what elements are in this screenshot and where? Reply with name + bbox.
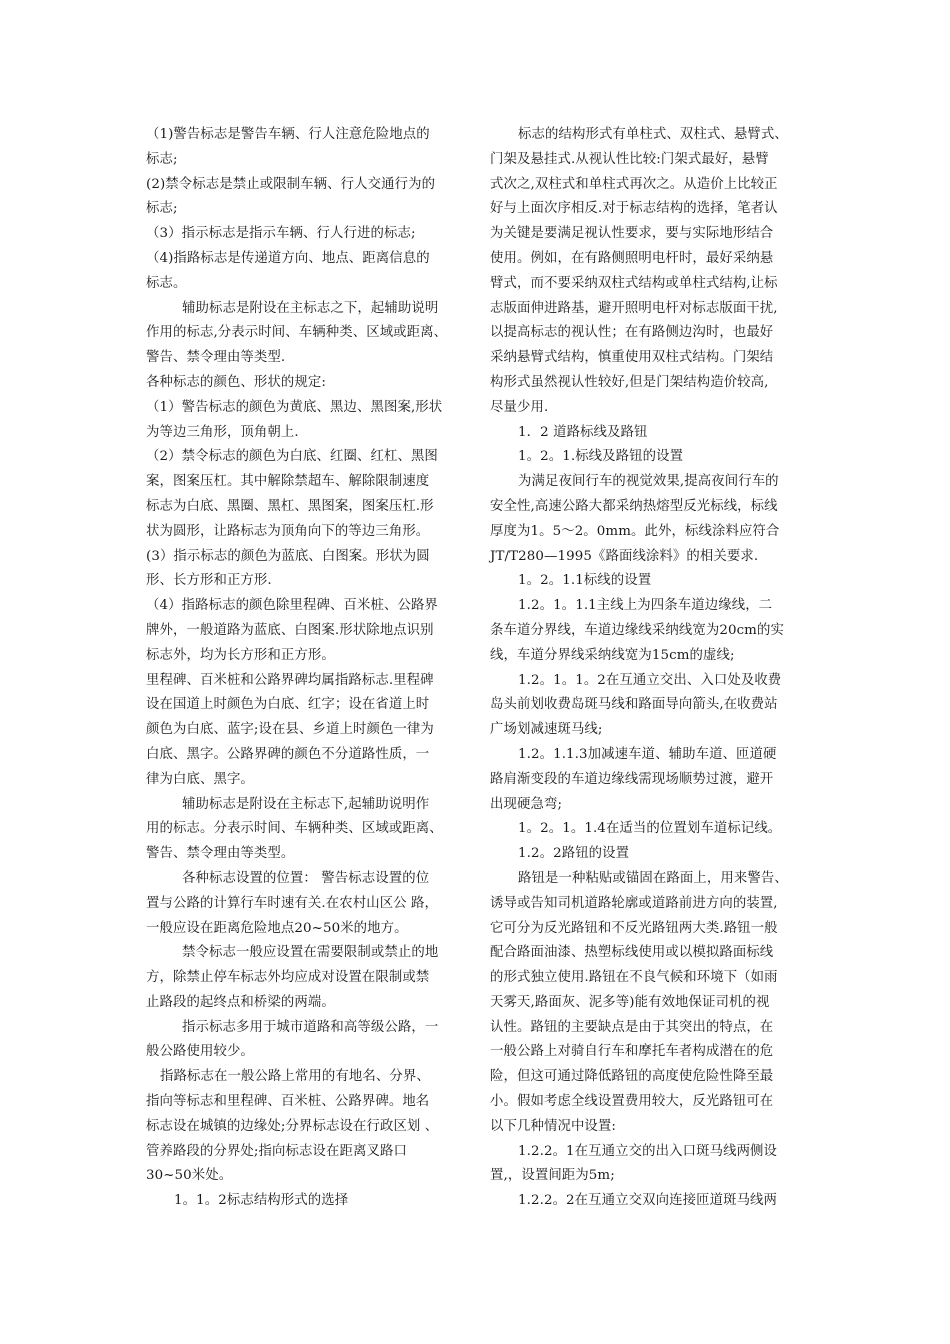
text-line: 律为白底、黑字。 (146, 771, 254, 787)
text-line: 1。2。1.标线及路钮的设置 (518, 449, 684, 465)
text-line: 1.2。1.1.3加减速车道、辅助车道、匝道硬 (518, 746, 777, 762)
text-line: 采纳悬臂式结构，慎重使用双柱式结构。门架结 (490, 350, 774, 366)
text-line: （1)警告标志是警告车辆、行人注意危险地点的 (146, 127, 430, 142)
text-line: 指路标志在一般公路上常用的有地名、分界、 (160, 1069, 430, 1085)
text-line: 颜色为白底、蓝字;设在县、乡道上时颜色一律为 (146, 722, 434, 738)
text-line: 1.2。1。1.1主线上为四条车道边缘线，二 (518, 598, 773, 614)
text-line: 般公路使用较少。 (146, 1044, 254, 1060)
text-line: JT/T280—1995《路面线涂料》的相关要求. (490, 548, 759, 564)
text-line: 1.2.2。2在互通立交双向连接匝道斑马线两 (518, 1193, 778, 1209)
text-line: 指示标志多用于城市道路和高等级公路，一 (182, 1019, 439, 1035)
text-line: 式次之,双柱式和单柱式再次之。从造价上比较正 (490, 176, 778, 192)
text-line: 白底、黑字。公路界碑的颜色不分道路性质，一 (146, 746, 430, 762)
text-line: 各种标志的颜色、形状的规定: (146, 374, 326, 390)
text-line: 指向等标志和里程碑、百米桩、公路界碑。地名 (146, 1094, 430, 1110)
text-line: 一般公路上对骑自行车和摩托车者构成潜在的危 (490, 1044, 774, 1060)
text-line: 1．2 道路标线及路钮 (518, 424, 648, 440)
text-line: 形、长方形和正方形. (146, 573, 272, 589)
left-text-column (146, 123, 476, 1214)
text-line: 天雾天,路面灰、泥多等)能有效地保证司机的视 (490, 994, 770, 1010)
text-line: 它可分为反光路钮和不反光路钮两大类.路钮一般 (490, 920, 778, 936)
text-line: 配合路面油漆、热塑标线使用或以模拟路面标线 (490, 945, 774, 961)
text-line: 厚度为1。5～2。0mm。此外，标线涂料应符合 (490, 523, 780, 539)
text-line: 臂式，而不要采纳双柱式结构或单柱式结构,让标 (490, 275, 778, 291)
text-line: 小。假如考虑全线设置费用较大，反光路钮可在 (490, 1094, 774, 1110)
text-line: 线，车道分界线采纳线宽为15cm的虚线; (490, 647, 735, 663)
text-line: 辅助标志是附设在主标志下,起辅助说明作 (182, 796, 430, 812)
text-line: 构形式虽然视认性较好,但是门架结构造价较高, (490, 374, 769, 390)
text-line: 1。2。1.1标线的设置 (518, 573, 652, 589)
text-line: 禁令标志一般应设置在需要限制或禁止的地 (182, 945, 439, 961)
text-line: 状为圆形，让路标志为顶角向下的等边三角形。 (146, 523, 430, 539)
text-line: 使用。例如，在有路侧照明电杆时，最好采纳悬 (490, 250, 774, 266)
text-line: 管养路段的分界处;指向标志设在距离叉路口 (146, 1143, 407, 1159)
text-line: 广场划减速斑马线; (490, 722, 603, 738)
text-line: 标志; (146, 151, 178, 167)
text-line: 1。2。1。1.4在适当的位置划车道标记线。 (518, 821, 782, 837)
text-line: 门架及悬挂式.从视认性比较:门架式最好，悬臂 (490, 151, 769, 167)
text-line: 好与上面次序相反.对于标志结构的选择，笔者认 (490, 201, 778, 217)
text-line: 方，除禁止停车标志外均应成对设置在限制或禁 (146, 970, 430, 986)
right-text-column (490, 123, 820, 1214)
text-line: 认性。路钮的主要缺点是由于其突出的特点，在 (490, 1019, 774, 1035)
text-line: 标志外，均为长方形和正方形。 (146, 647, 335, 663)
text-line: 为关键是要满足视认性要求，要与实际地形结合 (490, 226, 774, 242)
text-line: 条车道分界线，车道边缘线采纳线宽为20cm的实 (490, 622, 784, 638)
text-line: 各种标志设置的位置： 警告标志设置的位 (182, 870, 430, 886)
text-line: 1.2.2。1在互通立交的出入口斑马线两侧设 (518, 1143, 778, 1159)
text-line: 作用的标志,分表示时间、车辆种类、区域或距离、 (146, 325, 448, 341)
text-line: 1.2。1。1。2在互通立交出、入口处及收费 (518, 672, 782, 688)
text-line: 置与公路的计算行车时速有关.在农村山区公 路， (146, 895, 439, 911)
text-line: 标志的结构形式有单柱式、双柱式、悬臂式、 (518, 127, 788, 142)
text-line: （4）指路标志的颜色除里程碑、百米桩、公路界 (146, 598, 438, 614)
text-line: 设在国道上时颜色为白底、红字；设在省道上时 (146, 697, 430, 713)
text-line: 用的标志。分表示时间、车辆种类、区域或距离、 (146, 821, 443, 837)
text-line: 警告、禁令理由等类型。 (146, 846, 295, 862)
text-line: 岛头前划收费岛斑马线和路面导向箭头,在收费站 (490, 697, 778, 713)
text-line: 辅助标志是附设在主标志之下，起辅助说明 (182, 300, 439, 316)
text-line: 标志设在城镇的边缘处;分界标志设在行政区划 、 (146, 1118, 439, 1134)
text-line: 案，图案压杠。其中解除禁超车、解除限制速度 (146, 474, 430, 490)
text-line: 志版面伸进路基，避开照明电杆对标志版面干扰, (490, 300, 778, 316)
text-line: 置,，设置间距为5m; (490, 1168, 615, 1184)
text-line: 安全性,高速公路大都采纳热熔型反光标线，标线 (490, 498, 778, 514)
text-line: 路钮是一种粘贴或锚固在路面上，用来警告、 (518, 870, 788, 886)
text-line: 1.2。2路钮的设置 (518, 846, 630, 862)
text-line: 以下几种情况中设置: (490, 1118, 617, 1134)
text-line: 1。1。2标志结构形式的选择 (174, 1193, 349, 1209)
text-line: 警告、禁令理由等类型. (146, 350, 286, 366)
text-line: 标志。 (146, 275, 187, 291)
text-line: （4)指路标志是传递道方向、地点、距离信息的 (146, 250, 430, 266)
text-line: (3）指示标志的颜色为蓝底、白图案。形状为圆 (146, 548, 430, 564)
text-line: (2)禁令标志是禁止或限制车辆、行人交通行为的 (146, 176, 436, 192)
text-line: 牌外，一般道路为蓝底、白图案.形状除地点识别 (146, 622, 434, 638)
text-line: 的形式独立使用.路钮在不良气候和环境下（如雨 (490, 970, 778, 986)
text-line: 出现硬急弯; (490, 796, 563, 812)
text-line: 一般应设在距离危险地点20~50米的地方。 (146, 920, 408, 936)
text-line: 为满足夜间行车的视觉效果,提高夜间行车的 (518, 474, 779, 490)
text-line: 险，但这可通过降低路钮的高度使危险性降至最 (490, 1069, 774, 1085)
text-line: 以提高标志的视认性；在有路侧边沟时，也最好 (490, 325, 774, 341)
text-line: 尽量少用. (490, 399, 549, 415)
text-line: 为等边三角形，顶角朝上. (146, 424, 299, 440)
text-line: （2）禁令标志的颜色为白底、红圈、红杠、黑图 (146, 449, 438, 465)
text-line: （3）指示标志是指示车辆、行人行进的标志; (146, 226, 416, 242)
text-line: （1）警告标志的颜色为黄底、黑边、黑图案,形状 (146, 399, 443, 415)
text-line: 路肩渐变段的车道边缘线需现场顺势过渡，避开 (490, 771, 774, 787)
text-line: 标志为白底、黑圈、黑杠、黑图案，图案压杠.形 (146, 498, 434, 514)
text-line: 诱导或告知司机道路轮廓或道路前进方向的装置, (490, 895, 778, 911)
text-line: 标志; (146, 201, 178, 217)
text-line: 30~50米处。 (146, 1168, 233, 1184)
text-line: 里程碑、百米桩和公路界碑均属指路标志.里程碑 (146, 672, 434, 688)
text-line: 止路段的起终点和桥梁的两端。 (146, 994, 335, 1010)
